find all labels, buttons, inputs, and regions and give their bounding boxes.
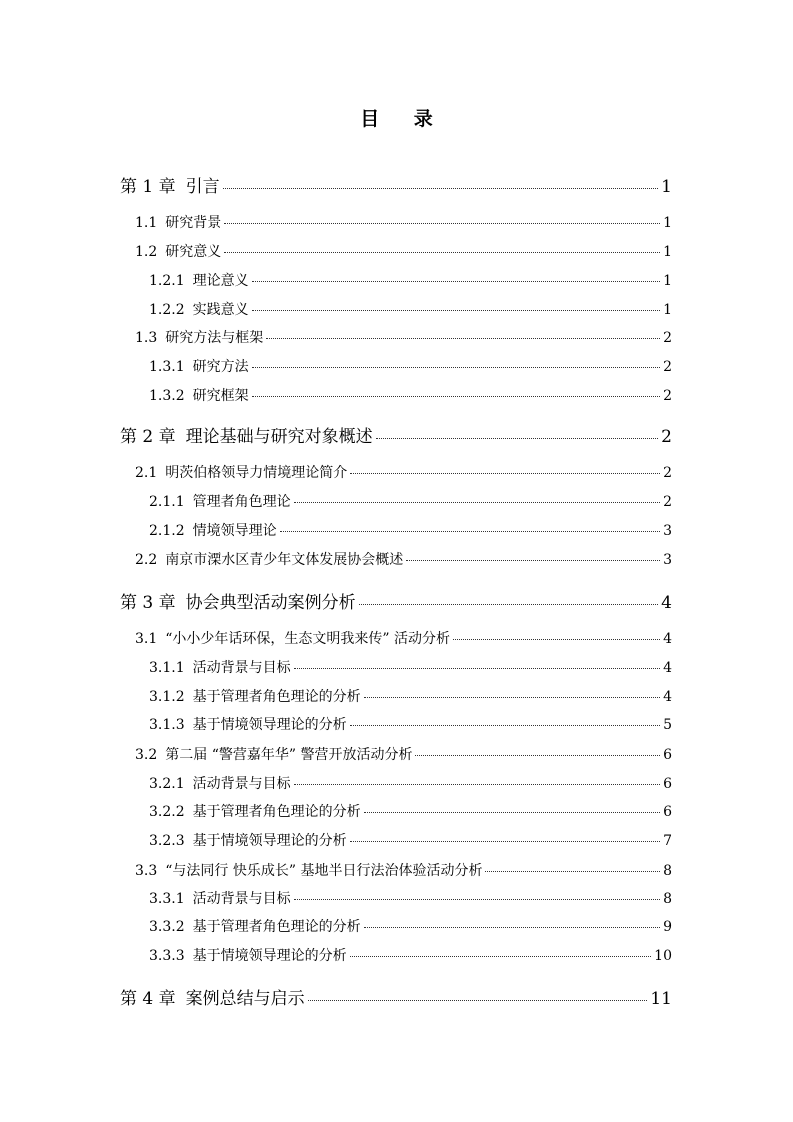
toc-entry-number: 第 1 章 [120, 177, 176, 197]
toc-entry-page: 1 [663, 215, 672, 231]
toc-entry-number: 2.1 [135, 465, 158, 481]
toc-entry-page: 3 [663, 523, 672, 539]
toc-leader-dots [364, 697, 660, 698]
toc-entry-page: 2 [661, 427, 672, 447]
toc-entry-page: 9 [663, 919, 672, 935]
toc-entry-page: 1 [663, 302, 672, 318]
toc-entry-number: 3.1 [135, 631, 158, 647]
toc-entry[interactable] [149, 657, 672, 677]
toc-entry-page: 2 [663, 494, 672, 510]
toc-entry[interactable] [149, 356, 672, 376]
toc-entry-page: 2 [663, 330, 672, 346]
toc-entry-number: 第 2 章 [120, 427, 176, 447]
toc-entry-title: 研究方法 [192, 359, 249, 375]
toc-entry-page: 4 [663, 631, 672, 647]
toc-entry-title: 情境领导理论 [192, 523, 277, 539]
toc-entry-title: 基于情境领导理论的分析 [192, 833, 347, 849]
toc-entry-number: 3.2.2 [149, 804, 185, 820]
toc-entry-page: 3 [663, 552, 672, 568]
toc-entry-title: 研究背景 [165, 215, 222, 231]
toc-entry-number: 3.1.3 [149, 717, 185, 733]
toc-entry-title: 活动背景与目标 [192, 660, 291, 676]
toc-leader-dots [252, 396, 660, 397]
toc-entry-page: 11 [650, 989, 672, 1009]
toc-entry-number: 3.3 [135, 863, 158, 879]
toc-entry-title: 引言 [185, 177, 220, 197]
toc-entry-number: 3.3.1 [149, 891, 185, 907]
toc-entry-number: 3.3.2 [149, 919, 185, 935]
toc-entry-title: 理论基础与研究对象概述 [185, 427, 373, 447]
toc-leader-dots [376, 438, 659, 439]
toc-entry-title: “与法同行 快乐成长” 基地半日行法治体验活动分析 [165, 863, 483, 879]
toc-entry-number: 3.2.1 [149, 776, 185, 792]
toc-entry-number: 1.3.1 [149, 359, 185, 375]
toc-entry-page: 4 [661, 593, 672, 613]
toc-leader-dots [350, 725, 660, 726]
toc-entry-title: 案例总结与启示 [185, 989, 305, 1009]
toc-entry-page: 6 [663, 747, 672, 763]
toc-leader-dots [252, 281, 660, 282]
toc-entry-title: 研究方法与框架 [165, 330, 264, 346]
toc-leader-dots [350, 841, 660, 842]
toc-entry[interactable] [135, 628, 672, 648]
toc-entry-number: 1.3.2 [149, 388, 185, 404]
toc-entry[interactable] [149, 916, 672, 936]
toc-entry-title: 南京市溧水区青少年文体发展协会概述 [165, 552, 404, 568]
toc-entry[interactable] [135, 462, 672, 482]
toc-entry-page: 4 [663, 660, 672, 676]
toc-leader-dots [294, 502, 660, 503]
toc-entry-page: 6 [663, 776, 672, 792]
toc-entry[interactable] [135, 327, 672, 347]
toc-entry[interactable] [120, 984, 672, 1009]
toc-entry-page: 2 [663, 465, 672, 481]
toc-entry-page: 1 [663, 244, 672, 260]
toc-entry[interactable] [149, 714, 672, 734]
toc-entry[interactable] [135, 549, 672, 569]
toc-leader-dots [266, 338, 660, 339]
toc-entry-number: 1.2.1 [149, 273, 185, 289]
toc-leader-dots [359, 604, 659, 605]
toc-entry-title: 基于管理者角色理论的分析 [192, 919, 361, 935]
toc-leader-dots [350, 473, 660, 474]
toc-entry-page: 2 [663, 359, 672, 375]
toc-entry-number: 第 4 章 [120, 989, 176, 1009]
toc-entry-number: 2.1.2 [149, 523, 185, 539]
toc-entry-title: 研究框架 [192, 388, 249, 404]
toc-entry[interactable] [149, 491, 672, 511]
toc-entry[interactable] [149, 773, 672, 793]
toc-entry-page: 8 [663, 891, 672, 907]
toc-entry-number: 3.3.3 [149, 948, 185, 964]
toc-entry-number: 2.1.1 [149, 494, 185, 510]
toc-entry[interactable] [149, 830, 672, 850]
toc-entry-title: 实践意义 [192, 302, 249, 318]
toc-entry-page: 2 [663, 388, 672, 404]
toc-leader-dots [294, 899, 660, 900]
toc-leader-dots [485, 871, 660, 872]
toc-leader-dots [308, 1000, 648, 1001]
toc-leader-dots [294, 668, 660, 669]
toc-leader-dots [224, 223, 660, 224]
toc-entry-title: 明茨伯格领导力情境理论简介 [165, 465, 348, 481]
toc-entry-number: 3.1.1 [149, 660, 185, 676]
toc-entry-page: 6 [663, 804, 672, 820]
toc-entry-page: 1 [663, 273, 672, 289]
toc-entry-title: 研究意义 [165, 244, 222, 260]
toc-entry-title: 管理者角色理论 [192, 494, 291, 510]
toc-entry-number: 2.2 [135, 552, 158, 568]
toc-entry-number: 1.2 [135, 244, 158, 260]
toc-entry-title: 协会典型活动案例分析 [185, 593, 356, 613]
toc-leader-dots [364, 927, 660, 928]
toc-entry-title: 活动背景与目标 [192, 776, 291, 792]
toc-entry-number: 1.1 [135, 215, 158, 231]
toc-leader-dots [252, 310, 660, 311]
toc-entry[interactable] [120, 422, 672, 447]
toc-leader-dots [406, 560, 660, 561]
toc-entry-title: 基于管理者角色理论的分析 [192, 689, 361, 705]
toc-entry-page: 5 [663, 717, 672, 733]
toc-entry[interactable] [149, 945, 672, 965]
toc-entry[interactable] [149, 385, 672, 405]
toc-entry[interactable] [149, 888, 672, 908]
toc-entry-page: 8 [663, 863, 672, 879]
toc-entry[interactable] [135, 744, 672, 764]
toc-entry-page: 4 [663, 689, 672, 705]
toc-entry-title: 第二届 “警营嘉年华” 警营开放活动分析 [165, 747, 413, 763]
toc-leader-dots [223, 188, 659, 189]
toc-entry[interactable] [120, 172, 672, 197]
toc-entry[interactable] [149, 520, 672, 540]
toc-leader-dots [350, 956, 652, 957]
toc-entry-title: 基于情境领导理论的分析 [192, 717, 347, 733]
toc-entry-number: 1.2.2 [149, 302, 185, 318]
toc-entry[interactable] [149, 686, 672, 706]
toc-entry-page: 10 [654, 948, 672, 964]
toc-entry[interactable] [149, 270, 672, 290]
toc-entry-title: 理论意义 [192, 273, 249, 289]
toc-entry[interactable] [149, 801, 672, 821]
toc-leader-dots [453, 639, 660, 640]
toc-entry-number: 3.2.3 [149, 833, 185, 849]
toc-entry-page: 7 [663, 833, 672, 849]
toc-title: 目 录 [360, 108, 447, 130]
toc-entry-title: “小小少年话环保，生态文明我来传” 活动分析 [165, 631, 451, 647]
toc-entry[interactable] [135, 241, 672, 261]
toc-entry-number: 3.2 [135, 747, 158, 763]
toc-entry-number: 3.1.2 [149, 689, 185, 705]
toc-leader-dots [280, 531, 660, 532]
toc-entry-title: 基于情境领导理论的分析 [192, 948, 347, 964]
toc-entry-number: 第 3 章 [120, 593, 176, 613]
toc-entry[interactable] [135, 860, 672, 880]
toc-leader-dots [224, 252, 660, 253]
toc-entry[interactable] [149, 299, 672, 319]
toc-entry[interactable] [120, 588, 672, 613]
toc-entry-title: 基于管理者角色理论的分析 [192, 804, 361, 820]
toc-leader-dots [415, 755, 660, 756]
toc-entry-title: 活动背景与目标 [192, 891, 291, 907]
toc-entry-page: 1 [661, 177, 672, 197]
toc-leader-dots [364, 812, 660, 813]
toc-entry-number: 1.3 [135, 330, 158, 346]
toc-leader-dots [294, 784, 660, 785]
toc-entry[interactable] [135, 212, 672, 232]
toc-leader-dots [252, 367, 660, 368]
